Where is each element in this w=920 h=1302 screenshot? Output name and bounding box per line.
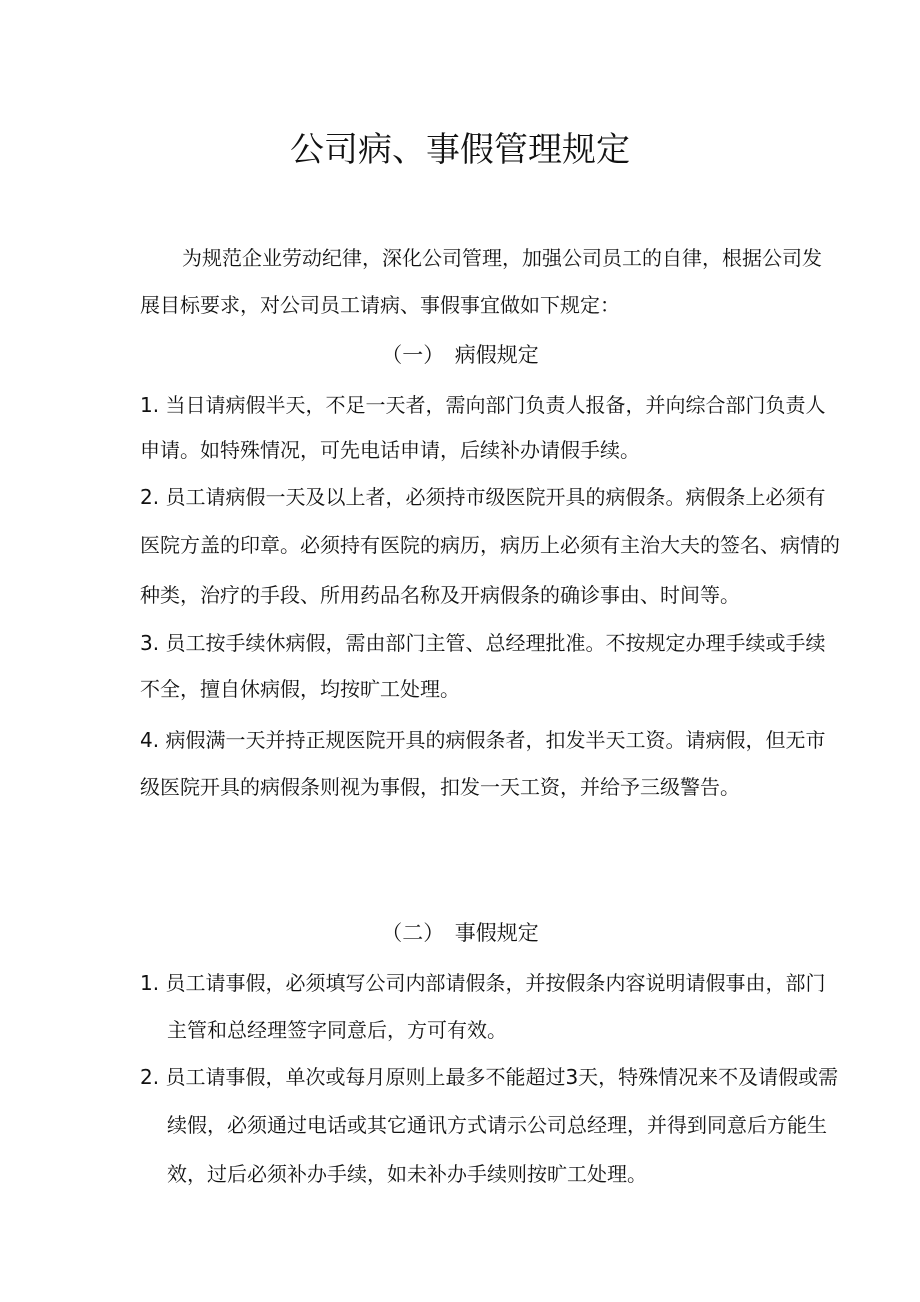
section-heading-sick-leave: （一） 病假规定	[381, 343, 539, 367]
personal-rule-line: 1. 员工请事假，必须填写公司内部请假条，并按假条内容说明请假事由，部门	[140, 971, 826, 995]
document-title: 公司病、事假管理规定	[290, 130, 630, 170]
sick-rule-line: 申请。如特殊情况，可先电话申请，后续补办请假手续。	[140, 438, 640, 462]
sick-rule-line: 种类，治疗的手段、所用药品名称及开病假条的确诊事由、时间等。	[140, 583, 740, 607]
sick-rule-line: 1. 当日请病假半天，不足一天者，需向部门负责人报备，并向综合部门负责人	[140, 393, 826, 417]
sick-rule-line: 不全，擅自休病假，均按旷工处理。	[140, 677, 460, 701]
personal-rule-line: 效，过后必须补办手续，如未补办手续则按旷工处理。	[167, 1162, 647, 1186]
intro-line: 展目标要求，对公司员工请病、事假事宜做如下规定：	[140, 293, 620, 317]
personal-rule-line: 续假，必须通过电话或其它通讯方式请示公司总经理，并得到同意后方能生	[167, 1113, 827, 1137]
sick-rule-line: 2. 员工请病假一天及以上者，必须持市级医院开具的病假条。病假条上必须有	[140, 485, 826, 509]
sick-rule-line: 4. 病假满一天并持正规医院开具的病假条者，扣发半天工资。请病假，但无市	[140, 728, 826, 752]
intro-line: 为规范企业劳动纪律，深化公司管理，加强公司员工的自律，根据公司发	[182, 246, 822, 270]
personal-rule-line: 2. 员工请事假，单次或每月原则上最多不能超过3天，特殊情况来不及请假或需	[140, 1065, 839, 1089]
sick-rule-line: 3. 员工按手续休病假，需由部门主管、总经理批准。不按规定办理手续或手续	[140, 631, 826, 655]
sick-rule-line: 医院方盖的印章。必须持有医院的病历，病历上必须有主治大夫的签名、病情的	[140, 533, 840, 557]
sick-rule-line: 级医院开具的病假条则视为事假，扣发一天工资，并给予三级警告。	[140, 775, 740, 799]
personal-rule-line: 主管和总经理签字同意后，方可有效。	[167, 1018, 507, 1042]
section-heading-personal-leave: （二） 事假规定	[381, 921, 539, 945]
